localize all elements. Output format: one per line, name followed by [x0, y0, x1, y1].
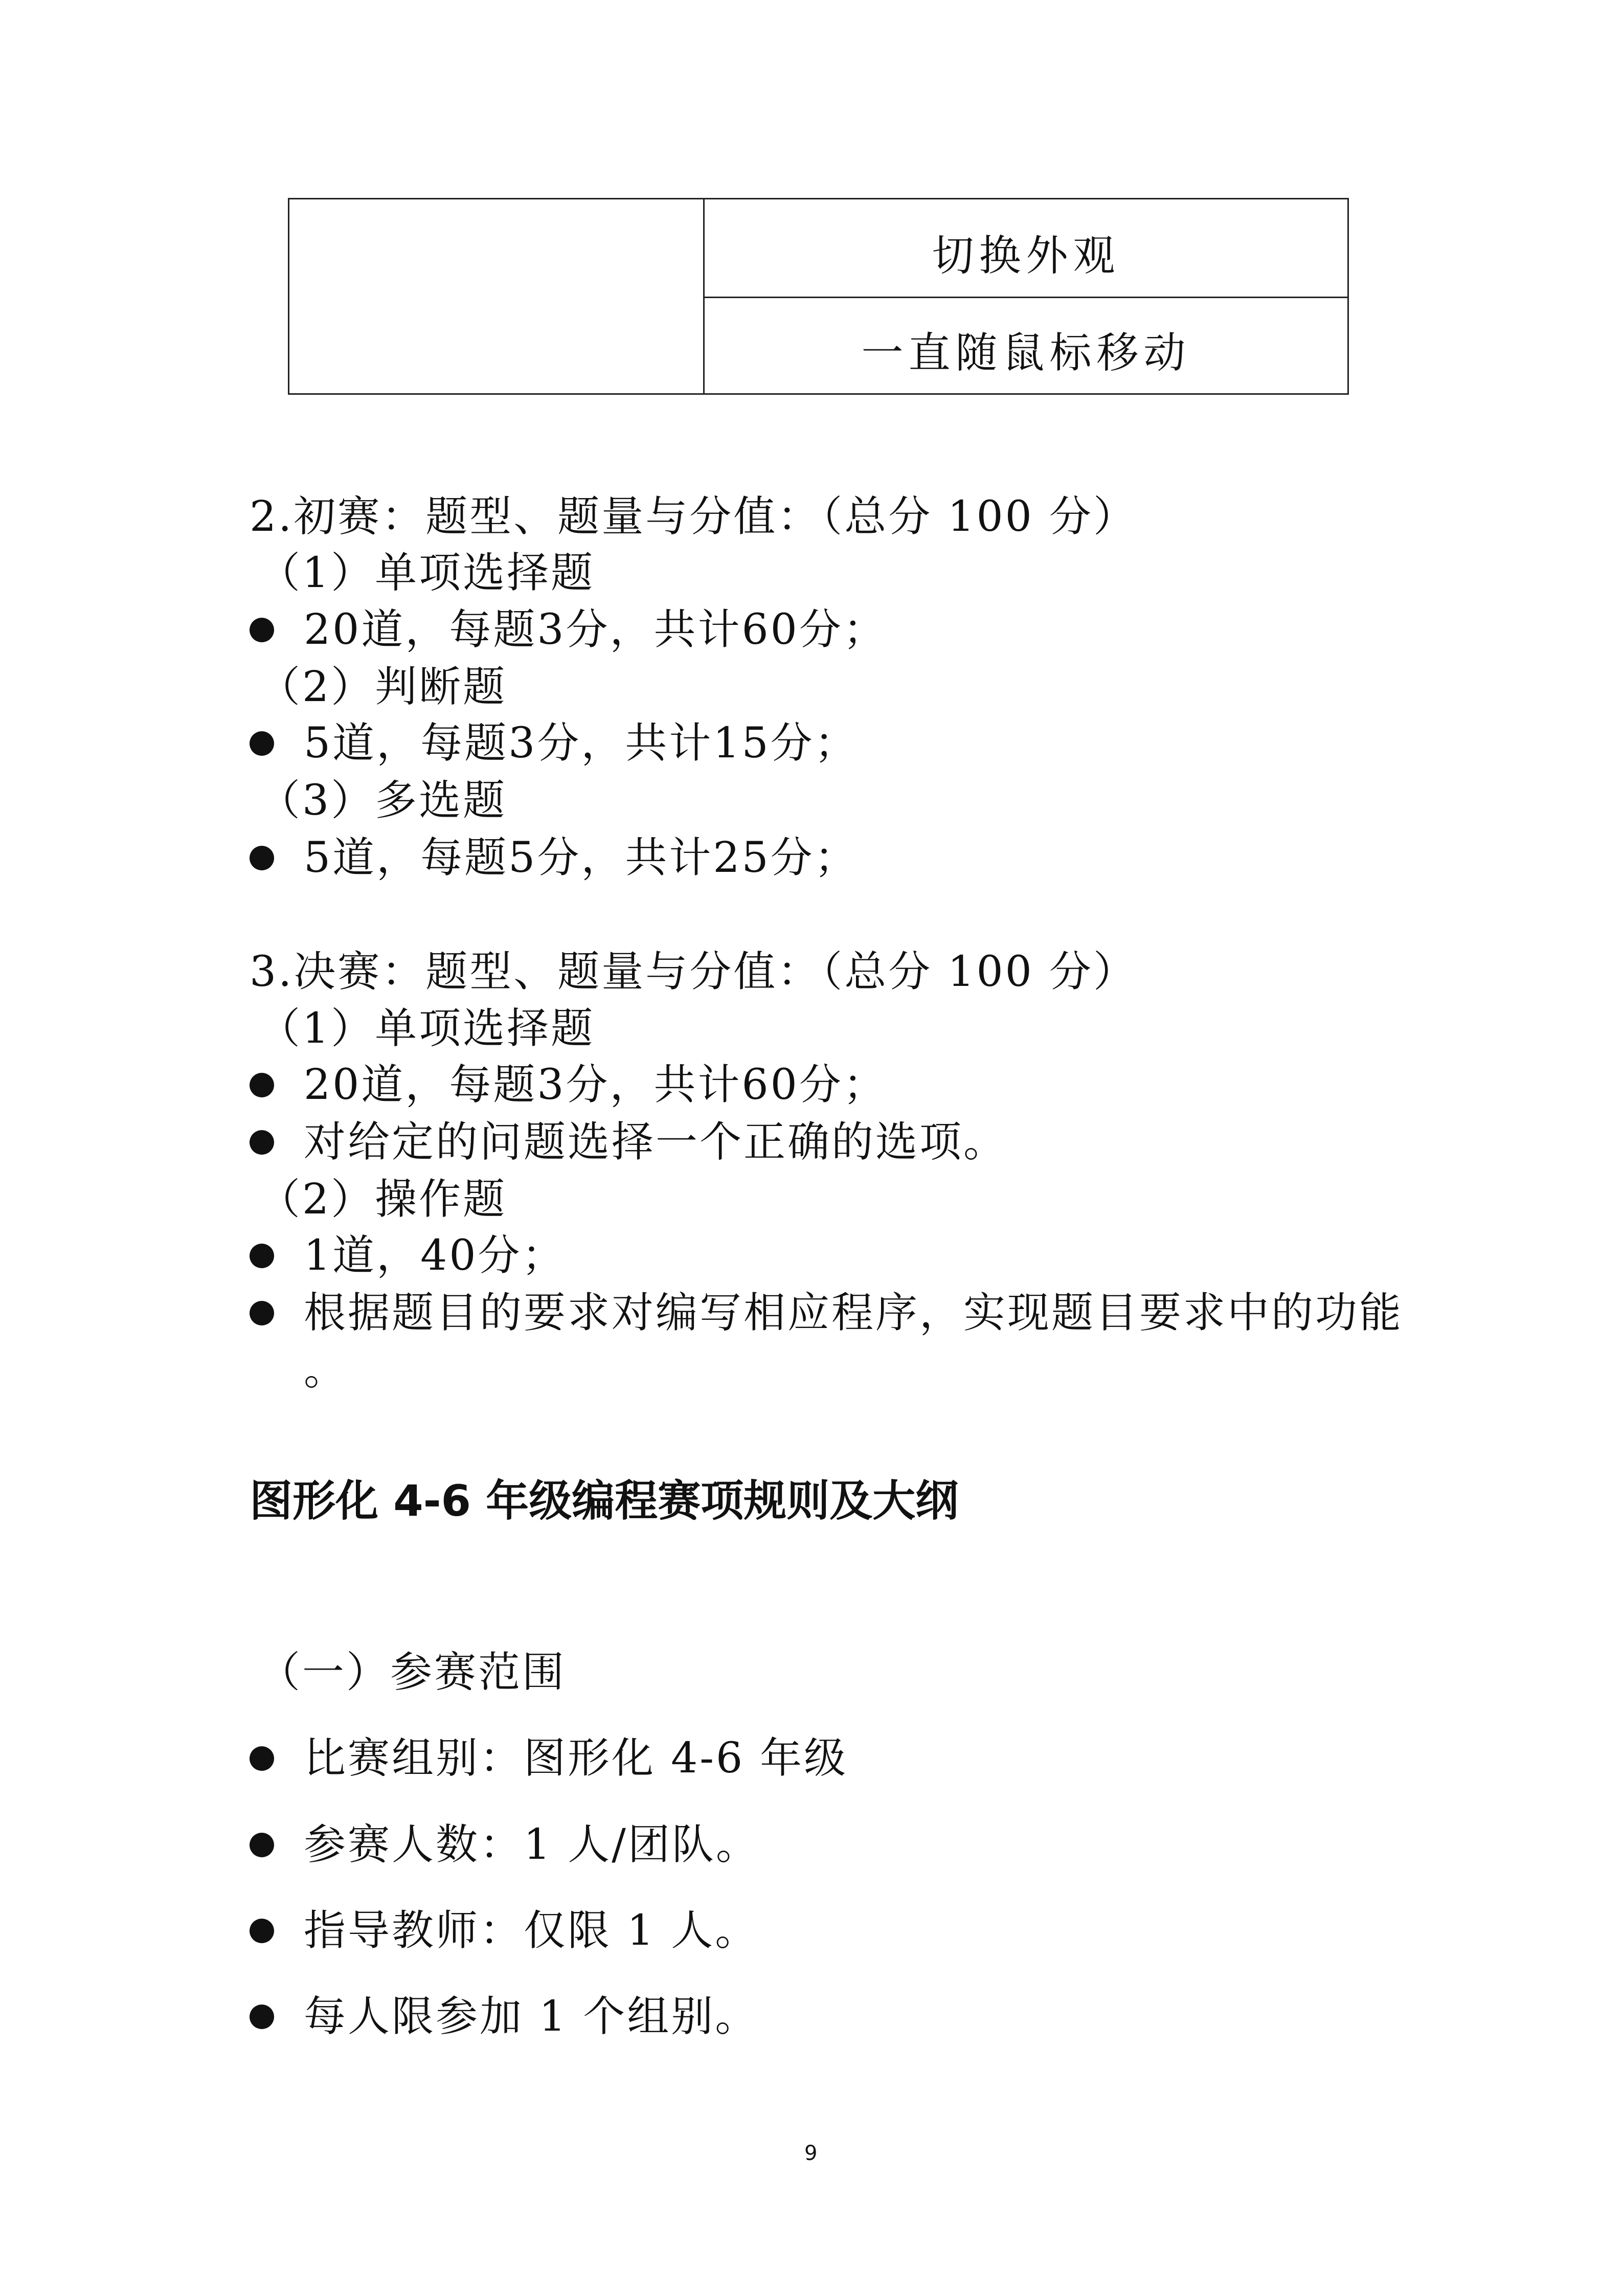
bullet-icon: [250, 1130, 274, 1155]
list-item: 指导教师：仅限 1 人。: [250, 1897, 759, 1957]
bullet-icon: [250, 1244, 274, 1268]
bullet-icon: [250, 1919, 274, 1943]
list-item: 5道，每题3分，共计15分；: [250, 710, 859, 770]
prelim-title: 2.初赛：题型、题量与分值：（总分 100 分）: [250, 492, 1137, 541]
table-cell: 一直随鼠标移动: [861, 329, 1191, 377]
schedule-table: [288, 198, 1349, 395]
list-item: 1道，40分；: [250, 1222, 566, 1282]
final-title: 3.决赛：题型、题量与分值：（总分 100 分）: [250, 948, 1137, 996]
section-heading: 图形化 4-6 年级编程赛项规则及大纲: [250, 1476, 959, 1526]
bullet-icon: [250, 846, 274, 870]
final-single-choice-label: （1）单项选择题: [258, 1004, 595, 1053]
bullet-icon: [250, 1301, 274, 1325]
list-item: 5道，每题5分，共计25分；: [250, 824, 859, 884]
list-item: 20道，每题3分，共计60分；: [250, 1051, 887, 1111]
bullet-icon: [250, 1746, 274, 1771]
final-operation-label: （2）操作题: [258, 1175, 507, 1224]
bullet-icon: [250, 731, 274, 756]
bullet-icon: [250, 618, 274, 642]
list-item: 对给定的问题选择一个正确的选项。: [250, 1109, 1007, 1168]
page-number: 9: [804, 2142, 818, 2165]
table-cell: 切换外观: [932, 232, 1120, 280]
bullet-icon: [250, 1833, 274, 1857]
prelim-true-false-label: （2）判断题: [258, 663, 507, 711]
list-item-continuation: 。: [304, 1346, 348, 1394]
bullet-icon: [250, 1073, 274, 1097]
bullet-icon: [250, 2005, 274, 2029]
prelim-multi-choice-label: （3）多选题: [258, 776, 507, 825]
table-divider: [703, 297, 1347, 298]
section-subheading: （一）参赛范围: [258, 1648, 567, 1697]
list-item: 根据题目的要求对编写相应程序，实现题目要求中的功能: [250, 1279, 1403, 1339]
list-item: 比赛组别：图形化 4-6 年级: [250, 1725, 848, 1785]
prelim-single-choice-label: （1）单项选择题: [258, 549, 595, 597]
list-item: 参赛人数：1 人/团队。: [250, 1811, 760, 1871]
list-item: 每人限参加 1 个组别。: [250, 1983, 759, 2043]
list-item: 20道，每题3分，共计60分；: [250, 596, 887, 656]
